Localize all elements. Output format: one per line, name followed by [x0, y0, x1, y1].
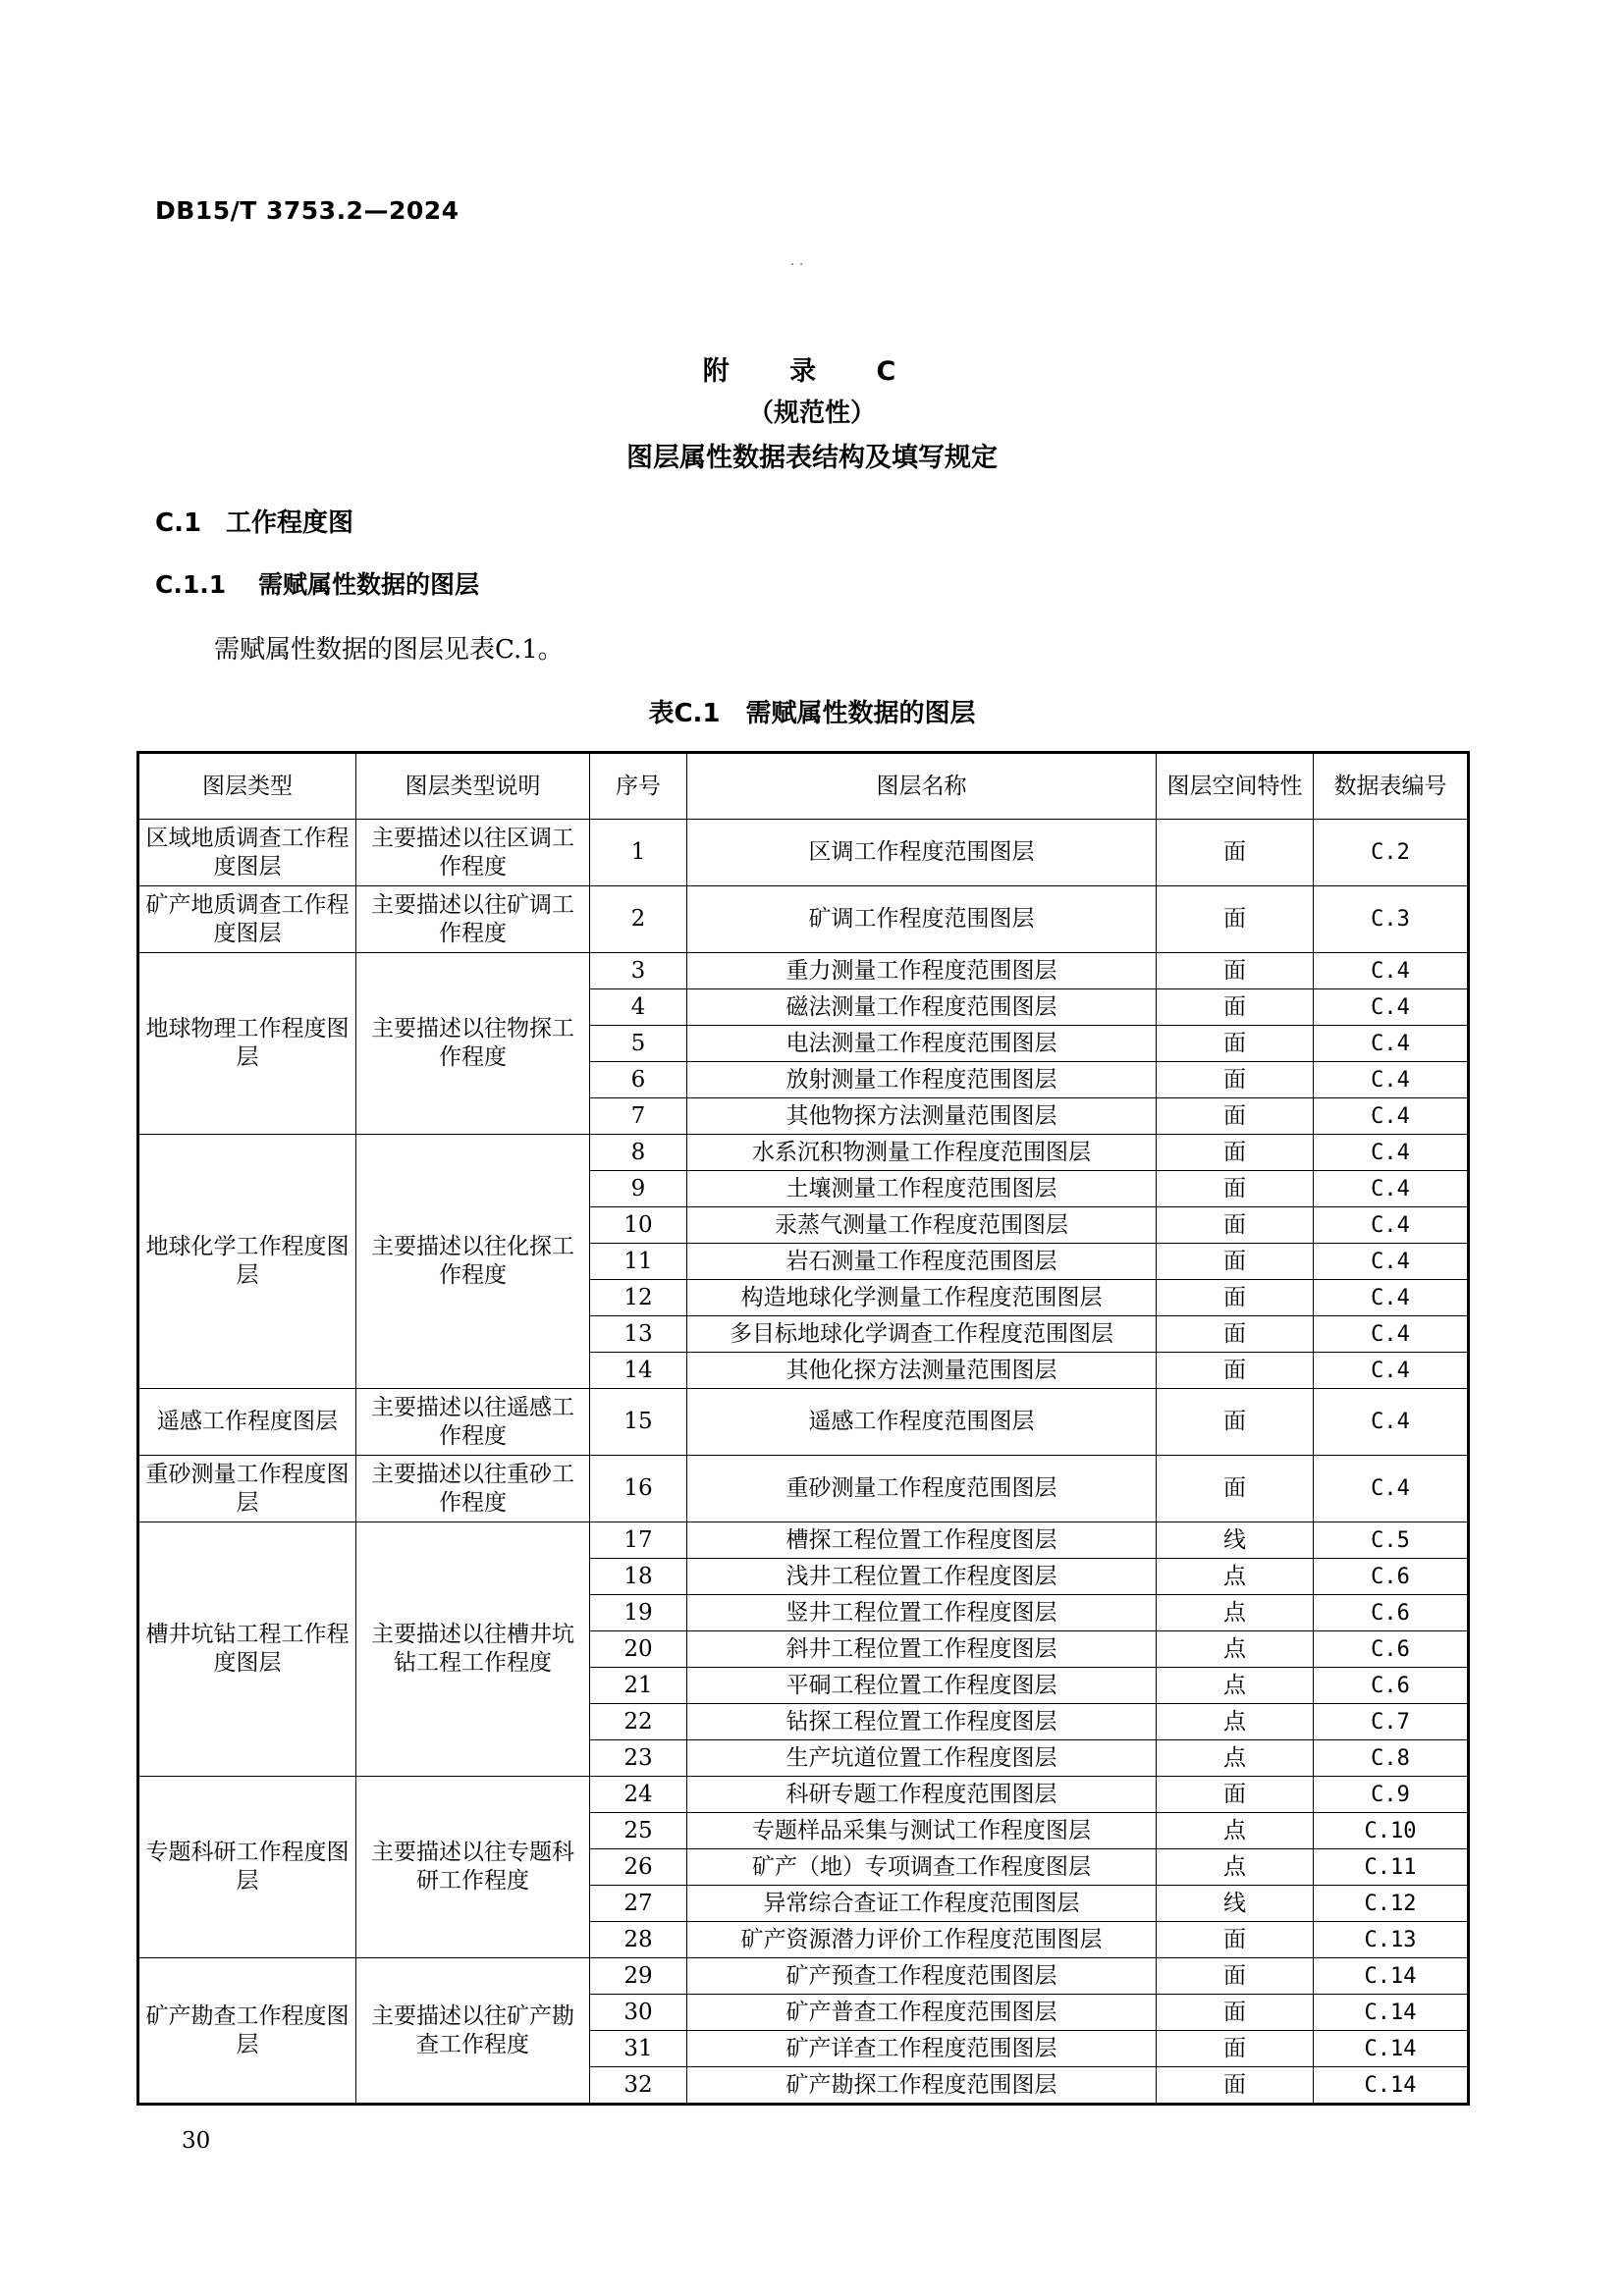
cell-spatial-feature: 面: [1157, 1026, 1314, 1062]
cell-layer-name: 矿产勘探工作程度范围图层: [687, 2067, 1157, 2105]
cell-serial-no: 15: [590, 1389, 687, 1456]
table-row: [138, 1135, 1469, 1171]
cell-spatial-feature: 点: [1157, 1668, 1314, 1704]
cell-serial-no: 3: [590, 953, 687, 989]
cell-serial-no: 26: [590, 1849, 687, 1886]
cell-layer-name: 多目标地球化学调查工作程度范围图层: [687, 1316, 1157, 1353]
header-layer-name: 图层名称: [687, 753, 1157, 820]
cell-layer-name: 矿产普查工作程度范围图层: [687, 1995, 1157, 2031]
cell-layer-name: 矿产详查工作程度范围图层: [687, 2031, 1157, 2067]
cell-data-table-no: C.6: [1314, 1559, 1469, 1595]
cell-spatial-feature: 点: [1157, 1559, 1314, 1595]
cell-spatial-feature: 线: [1157, 1522, 1314, 1559]
cell-serial-no: 13: [590, 1316, 687, 1353]
cell-spatial-feature: 面: [1157, 1280, 1314, 1316]
cell-serial-no: 7: [590, 1098, 687, 1135]
header-spatial-feature: 图层空间特性: [1157, 753, 1314, 820]
cell-data-table-no: C.13: [1314, 1922, 1469, 1958]
cell-serial-no: 16: [590, 1456, 687, 1522]
cell-data-table-no: C.4: [1314, 1389, 1469, 1456]
cell-data-table-no: C.4: [1314, 1456, 1469, 1522]
cell-spatial-feature: 面: [1157, 1135, 1314, 1171]
cell-layer-name: 矿产预查工作程度范围图层: [687, 1958, 1157, 1995]
cell-layer-type-desc: 主要描述以往重砂工作程度: [356, 1456, 590, 1522]
cell-spatial-feature: 面: [1157, 1922, 1314, 1958]
cell-layer-name: 磁法测量工作程度范围图层: [687, 989, 1157, 1026]
cell-serial-no: 23: [590, 1740, 687, 1777]
cell-layer-name: 其他化探方法测量范围图层: [687, 1353, 1157, 1389]
cell-layer-type: 矿产勘查工作程度图层: [138, 1958, 356, 2105]
cell-serial-no: 29: [590, 1958, 687, 1995]
cell-layer-type-desc: 主要描述以往区调工作程度: [356, 820, 590, 886]
cell-serial-no: 21: [590, 1668, 687, 1704]
table-row: [138, 886, 1469, 953]
section-number: C.1.1: [155, 570, 227, 599]
cell-data-table-no: C.11: [1314, 1849, 1469, 1886]
cell-serial-no: 32: [590, 2067, 687, 2105]
cell-spatial-feature: 面: [1157, 2067, 1314, 2105]
cell-data-table-no: C.10: [1314, 1813, 1469, 1849]
cell-layer-name: 平硐工程位置工作程度图层: [687, 1668, 1157, 1704]
cell-layer-type: 地球化学工作程度图层: [138, 1135, 356, 1389]
cell-serial-no: 27: [590, 1886, 687, 1922]
section-title: 工作程度图: [226, 508, 354, 538]
cell-data-table-no: C.4: [1314, 1171, 1469, 1207]
cell-data-table-no: C.4: [1314, 1316, 1469, 1353]
cell-serial-no: 30: [590, 1995, 687, 2031]
cell-serial-no: 25: [590, 1813, 687, 1849]
cell-data-table-no: C.6: [1314, 1595, 1469, 1631]
cell-spatial-feature: 点: [1157, 1595, 1314, 1631]
cell-spatial-feature: 面: [1157, 1777, 1314, 1813]
cell-spatial-feature: 点: [1157, 1740, 1314, 1777]
cell-data-table-no: C.3: [1314, 886, 1469, 953]
cell-serial-no: 2: [590, 886, 687, 953]
cell-serial-no: 14: [590, 1353, 687, 1389]
cell-layer-type-desc: 主要描述以往矿调工作程度: [356, 886, 590, 953]
cell-data-table-no: C.7: [1314, 1704, 1469, 1740]
cell-serial-no: 9: [590, 1171, 687, 1207]
header-layer-type: 图层类型: [138, 753, 356, 820]
cell-serial-no: 10: [590, 1207, 687, 1244]
cell-spatial-feature: 点: [1157, 1849, 1314, 1886]
cell-layer-name: 重力测量工作程度范围图层: [687, 953, 1157, 989]
cell-serial-no: 8: [590, 1135, 687, 1171]
cell-layer-name: 钻探工程位置工作程度图层: [687, 1704, 1157, 1740]
cell-layer-type-desc: 主要描述以往槽井坑钻工程工作程度: [356, 1522, 590, 1777]
cell-spatial-feature: 面: [1157, 953, 1314, 989]
cell-data-table-no: C.12: [1314, 1886, 1469, 1922]
cell-data-table-no: C.4: [1314, 1244, 1469, 1280]
cell-serial-no: 1: [590, 820, 687, 886]
cell-serial-no: 31: [590, 2031, 687, 2067]
header-serial-no: 序号: [590, 753, 687, 820]
cell-layer-type-desc: 主要描述以往专题科研工作程度: [356, 1777, 590, 1958]
cell-layer-name: 浅井工程位置工作程度图层: [687, 1559, 1157, 1595]
cell-data-table-no: C.14: [1314, 2031, 1469, 2067]
cell-layer-name: 矿产资源潜力评价工作程度范围图层: [687, 1922, 1157, 1958]
cell-data-table-no: C.6: [1314, 1631, 1469, 1668]
cell-serial-no: 28: [590, 1922, 687, 1958]
cell-spatial-feature: 面: [1157, 1958, 1314, 1995]
cell-data-table-no: C.6: [1314, 1668, 1469, 1704]
cell-spatial-feature: 点: [1157, 1813, 1314, 1849]
cell-data-table-no: C.4: [1314, 953, 1469, 989]
appendix-type: （规范性）: [747, 399, 876, 428]
cell-layer-name: 其他物探方法测量范围图层: [687, 1098, 1157, 1135]
table-caption: 表C.1 需赋属性数据的图层: [648, 699, 976, 728]
cell-layer-name: 专题样品采集与测试工作程度图层: [687, 1813, 1157, 1849]
appendix-title: 附 录 C: [702, 356, 922, 387]
cell-spatial-feature: 面: [1157, 1207, 1314, 1244]
cell-layer-name: 矿产（地）专项调查工作程度图层: [687, 1849, 1157, 1886]
cell-spatial-feature: 面: [1157, 1995, 1314, 2031]
document-code: DB15/T 3753.2—2024: [155, 196, 460, 225]
cell-serial-no: 17: [590, 1522, 687, 1559]
cell-layer-type-desc: 主要描述以往矿产勘查工作程度: [356, 1958, 590, 2105]
cell-serial-no: 22: [590, 1704, 687, 1740]
section-title: 需赋属性数据的图层: [258, 570, 480, 599]
page-number: 30: [182, 2128, 211, 2154]
table-row: [138, 953, 1469, 989]
header-data-table-no: 数据表编号: [1314, 753, 1469, 820]
table-row: [138, 820, 1469, 886]
cell-spatial-feature: 点: [1157, 1631, 1314, 1668]
cell-serial-no: 19: [590, 1595, 687, 1631]
cell-data-table-no: C.4: [1314, 1098, 1469, 1135]
cell-serial-no: 24: [590, 1777, 687, 1813]
cell-data-table-no: C.4: [1314, 1026, 1469, 1062]
cell-layer-type: 地球物理工作程度图层: [138, 953, 356, 1135]
cell-layer-name: 汞蒸气测量工作程度范围图层: [687, 1207, 1157, 1244]
cell-data-table-no: C.5: [1314, 1522, 1469, 1559]
appendix-subtitle: 图层属性数据表结构及填写规定: [626, 443, 998, 473]
cell-spatial-feature: 面: [1157, 886, 1314, 953]
cell-layer-name: 矿调工作程度范围图层: [687, 886, 1157, 953]
table-row: [138, 1389, 1469, 1456]
cell-layer-type: 槽井坑钻工程工作程度图层: [138, 1522, 356, 1777]
cell-serial-no: 4: [590, 989, 687, 1026]
cell-layer-type-desc: 主要描述以往化探工作程度: [356, 1135, 590, 1389]
cell-layer-name: 槽探工程位置工作程度图层: [687, 1522, 1157, 1559]
cell-data-table-no: C.14: [1314, 1958, 1469, 1995]
cell-layer-type: 遥感工作程度图层: [138, 1389, 356, 1456]
cell-spatial-feature: 面: [1157, 1244, 1314, 1280]
cell-data-table-no: C.4: [1314, 1135, 1469, 1171]
section-heading-c1-1: [155, 565, 479, 601]
cell-spatial-feature: 面: [1157, 2031, 1314, 2067]
cell-spatial-feature: 面: [1157, 1389, 1314, 1456]
section-heading-c1: [155, 503, 353, 539]
cell-spatial-feature: 面: [1157, 1098, 1314, 1135]
cell-spatial-feature: 面: [1157, 1353, 1314, 1389]
cell-layer-type: 重砂测量工作程度图层: [138, 1456, 356, 1522]
table-row: [138, 1456, 1469, 1522]
cell-serial-no: 20: [590, 1631, 687, 1668]
cell-layer-name: 构造地球化学测量工作程度范围图层: [687, 1280, 1157, 1316]
table-row: [138, 1958, 1469, 1995]
table-body: [138, 820, 1469, 2105]
cell-layer-type: 专题科研工作程度图层: [138, 1777, 356, 1958]
cell-layer-type: 矿产地质调查工作程度图层: [138, 886, 356, 953]
cell-data-table-no: C.14: [1314, 1995, 1469, 2031]
cell-data-table-no: C.14: [1314, 2067, 1469, 2105]
cell-serial-no: 5: [590, 1026, 687, 1062]
cell-spatial-feature: 面: [1157, 820, 1314, 886]
table-row: [138, 1522, 1469, 1559]
cell-layer-name: 重砂测量工作程度范围图层: [687, 1456, 1157, 1522]
cell-data-table-no: C.4: [1314, 989, 1469, 1026]
cell-data-table-no: C.4: [1314, 1353, 1469, 1389]
cell-spatial-feature: 面: [1157, 1171, 1314, 1207]
table-header-row: [138, 753, 1469, 820]
cell-spatial-feature: 点: [1157, 1704, 1314, 1740]
cell-data-table-no: C.4: [1314, 1280, 1469, 1316]
table-row: [138, 1777, 1469, 1813]
cell-layer-name: 遥感工作程度范围图层: [687, 1389, 1157, 1456]
cell-spatial-feature: 线: [1157, 1886, 1314, 1922]
cell-serial-no: 18: [590, 1559, 687, 1595]
cell-spatial-feature: 面: [1157, 1316, 1314, 1353]
cell-serial-no: 12: [590, 1280, 687, 1316]
cell-layer-type: 区域地质调查工作程度图层: [138, 820, 356, 886]
header-dots: . .: [790, 253, 804, 269]
cell-data-table-no: C.8: [1314, 1740, 1469, 1777]
cell-spatial-feature: 面: [1157, 989, 1314, 1026]
cell-layer-name: 土壤测量工作程度范围图层: [687, 1171, 1157, 1207]
cell-data-table-no: C.4: [1314, 1062, 1469, 1098]
cell-layer-name: 生产坑道位置工作程度图层: [687, 1740, 1157, 1777]
cell-layer-name: 电法测量工作程度范围图层: [687, 1026, 1157, 1062]
cell-layer-type-desc: 主要描述以往遥感工作程度: [356, 1389, 590, 1456]
cell-data-table-no: C.9: [1314, 1777, 1469, 1813]
cell-layer-type-desc: 主要描述以往物探工作程度: [356, 953, 590, 1135]
cell-layer-name: 斜井工程位置工作程度图层: [687, 1631, 1157, 1668]
cell-data-table-no: C.2: [1314, 820, 1469, 886]
cell-layer-name: 竖井工程位置工作程度图层: [687, 1595, 1157, 1631]
cell-layer-name: 水系沉积物测量工作程度范围图层: [687, 1135, 1157, 1171]
cell-layer-name: 科研专题工作程度范围图层: [687, 1777, 1157, 1813]
cell-spatial-feature: 面: [1157, 1062, 1314, 1098]
cell-layer-name: 岩石测量工作程度范围图层: [687, 1244, 1157, 1280]
section-number: C.1: [155, 508, 202, 538]
cell-serial-no: 11: [590, 1244, 687, 1280]
cell-layer-name: 区调工作程度范围图层: [687, 820, 1157, 886]
intro-paragraph: 需赋属性数据的图层见表C.1。: [214, 635, 564, 665]
cell-serial-no: 6: [590, 1062, 687, 1098]
cell-layer-name: 异常综合查证工作程度范围图层: [687, 1886, 1157, 1922]
layer-attribute-table: [136, 751, 1470, 2106]
header-layer-type-desc: 图层类型说明: [356, 753, 590, 820]
cell-spatial-feature: 面: [1157, 1456, 1314, 1522]
cell-data-table-no: C.4: [1314, 1207, 1469, 1244]
cell-layer-name: 放射测量工作程度范围图层: [687, 1062, 1157, 1098]
